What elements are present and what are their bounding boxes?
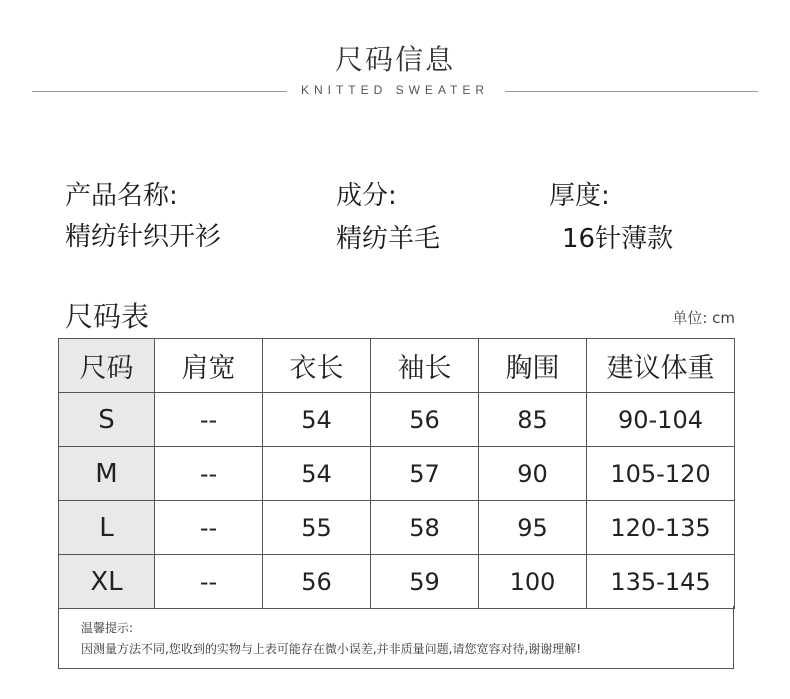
table-cell: 135-145 (587, 555, 735, 609)
table-cell: 57 (371, 447, 479, 501)
table-cell: 95 (479, 501, 587, 555)
table-cell: 85 (479, 393, 587, 447)
thickness-label: 厚度: (549, 181, 610, 211)
table-cell: 56 (263, 555, 371, 609)
column-header: 胸围 (479, 339, 587, 393)
table-cell: -- (155, 555, 263, 609)
product-name-value: 精纺针织开衫 (65, 222, 222, 252)
table-row (59, 393, 735, 447)
table-cell: 120-135 (587, 501, 735, 555)
notice-text: 因测量方法不同,您收到的实物与上表可能存在微小误差,并非质量问题,请您宽容对待,谢谢理解! (81, 642, 582, 656)
table-cell: 55 (263, 501, 371, 555)
page-title: 尺码信息 (334, 43, 455, 76)
product-name-label: 产品名称: (65, 181, 178, 211)
thickness-value: 16针薄款 (562, 224, 674, 254)
unit-note: 单位: cm (672, 309, 735, 327)
page-subtitle: KNITTED SWEATER (300, 83, 490, 97)
table-cell: 90 (479, 447, 587, 501)
column-header: 袖长 (371, 339, 479, 393)
table-cell: 105-120 (587, 447, 735, 501)
size-cell: XL (59, 555, 155, 609)
material-value: 精纺羊毛 (336, 224, 441, 254)
table-row (59, 555, 735, 609)
table-cell: -- (155, 393, 263, 447)
table-cell: -- (155, 447, 263, 501)
notice-box (58, 606, 734, 669)
size-chart-title: 尺码表 (65, 300, 150, 333)
notice-title: 温馨提示: (81, 621, 134, 635)
table-cell: 54 (263, 447, 371, 501)
column-header: 建议体重 (587, 339, 735, 393)
size-table (58, 338, 735, 609)
size-cell: L (59, 501, 155, 555)
material-label: 成分: (336, 181, 397, 211)
column-header: 尺码 (59, 339, 155, 393)
column-header: 肩宽 (155, 339, 263, 393)
table-cell: -- (155, 501, 263, 555)
table-header-row (59, 339, 735, 393)
table-cell: 58 (371, 501, 479, 555)
table-cell: 59 (371, 555, 479, 609)
size-cell: M (59, 447, 155, 501)
table-cell: 54 (263, 393, 371, 447)
table-cell: 90-104 (587, 393, 735, 447)
table-row (59, 447, 735, 501)
column-header: 衣长 (263, 339, 371, 393)
size-cell: S (59, 393, 155, 447)
table-row (59, 501, 735, 555)
table-cell: 100 (479, 555, 587, 609)
table-cell: 56 (371, 393, 479, 447)
header-rule-right (505, 91, 758, 92)
